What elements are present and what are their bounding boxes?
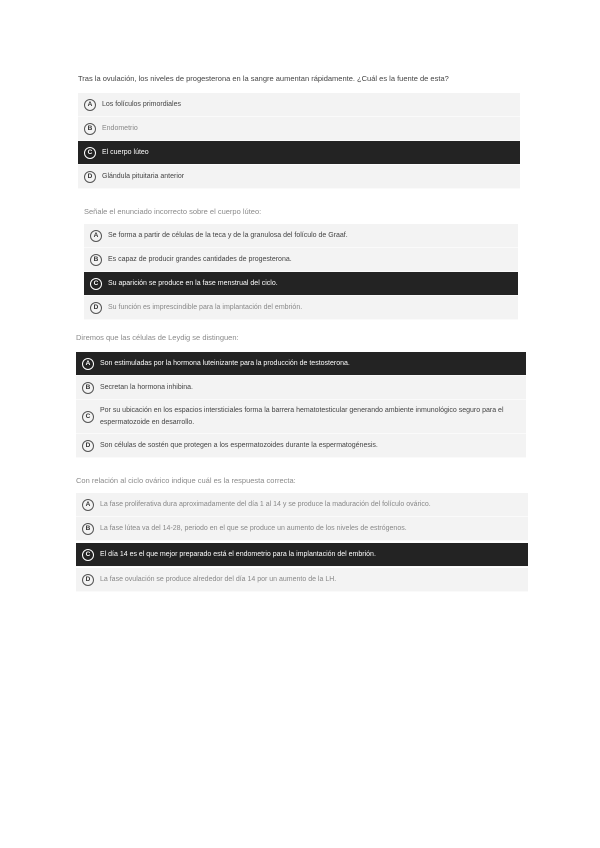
q1-option-d-text: Glándula pituitaria anterior xyxy=(102,172,185,180)
q4-option-d-text: La fase ovulación se produce alrededor del día 14 por un aumento de la LH. xyxy=(100,575,337,583)
q2-option-d-text: Su función es imprescindible para la implantación del embrión. xyxy=(108,303,303,311)
q3-option-b-text: Secretan la hormona inhibina. xyxy=(100,383,194,391)
q2-option-a-text: Se forma a partir de células de la teca y de la granulosa del folículo de Graaf. xyxy=(108,231,348,239)
q2-option-c-letter: C xyxy=(90,278,102,290)
question-4-text: Con relación al ciclo ovárico indique cuál es la respuesta correcta: xyxy=(76,476,296,485)
question-3-text: Diremos que las células de Leydig se distinguen: xyxy=(76,333,239,342)
q4-option-d[interactable] xyxy=(76,568,528,592)
q3-option-a-letter: A xyxy=(82,358,94,370)
q4-option-d-letter: D xyxy=(82,574,94,586)
q1-option-c-text: El cuerpo lúteo xyxy=(102,148,149,156)
q4-option-a[interactable] xyxy=(76,493,528,517)
q3-option-c[interactable] xyxy=(76,400,526,434)
question-1-text: Tras la ovulación, los niveles de progesterona en la sangre aumentan rápidamente. ¿Cuál es la fuente de esta? xyxy=(78,74,449,83)
q4-option-b-letter: B xyxy=(82,523,94,535)
q2-option-a-letter: A xyxy=(90,230,102,242)
q4-option-b[interactable] xyxy=(76,517,528,541)
q3-option-c-text: Por su ubicación en los espacios intersticiales forma la barrera hematotesticular generando ambiente inmunológico seguro para el espermatozoide en desarrollo. xyxy=(100,406,504,426)
q3-option-a-text: Son estimuladas por la hormona luteinizante para la producción de testosterona. xyxy=(100,359,350,367)
q1-option-b-text: Endometrio xyxy=(102,124,138,132)
q2-option-c-selected[interactable] xyxy=(84,272,518,296)
q4-option-b-text: La fase lútea va del 14-28, periodo en el que se produce un aumento de los niveles de estrógenos. xyxy=(100,524,407,532)
q3-option-d-letter: D xyxy=(82,440,94,452)
q1-option-d-letter: D xyxy=(84,171,96,183)
q4-option-c-letter: C xyxy=(82,549,94,561)
q2-option-c-text: Su aparición se produce en la fase menstrual del ciclo. xyxy=(108,279,278,287)
q1-option-c-selected[interactable] xyxy=(78,141,520,165)
q1-option-b-letter: B xyxy=(84,123,96,135)
q1-option-c-letter: C xyxy=(84,147,96,159)
q2-option-b[interactable] xyxy=(84,248,518,272)
q3-option-b[interactable] xyxy=(76,376,526,400)
q1-option-a[interactable] xyxy=(78,93,520,117)
q3-option-d-text: Son células de sostén que protegen a los espermatozoides durante la espermatogénesis. xyxy=(100,441,378,449)
q4-option-c-selected[interactable] xyxy=(76,543,528,567)
q1-option-d[interactable] xyxy=(78,165,520,189)
q1-option-a-letter: A xyxy=(84,99,96,111)
q4-option-a-letter: A xyxy=(82,499,94,511)
q4-option-c-text: El día 14 es el que mejor preparado está el endometrio para la implantación del embrión. xyxy=(100,550,376,558)
q3-option-d[interactable] xyxy=(76,434,526,458)
q3-option-a-selected[interactable] xyxy=(76,352,526,376)
q3-option-b-letter: B xyxy=(82,382,94,394)
q2-option-b-text: Es capaz de producir grandes cantidades de progesterona. xyxy=(108,255,292,263)
q4-option-a-text: La fase proliferativa dura aproximadamente del día 1 al 14 y se produce la maduración del folículo ovárico. xyxy=(100,500,431,508)
q3-option-c-letter: C xyxy=(82,411,94,423)
question-2-text: Señale el enunciado incorrecto sobre el cuerpo lúteo: xyxy=(84,207,262,216)
q1-option-b[interactable] xyxy=(78,117,520,141)
q2-option-d-letter: D xyxy=(90,302,102,314)
q2-option-b-letter: B xyxy=(90,254,102,266)
q1-option-a-text: Los folículos primordiales xyxy=(102,100,181,108)
q2-option-a[interactable] xyxy=(84,224,518,248)
q2-option-d[interactable] xyxy=(84,296,518,320)
